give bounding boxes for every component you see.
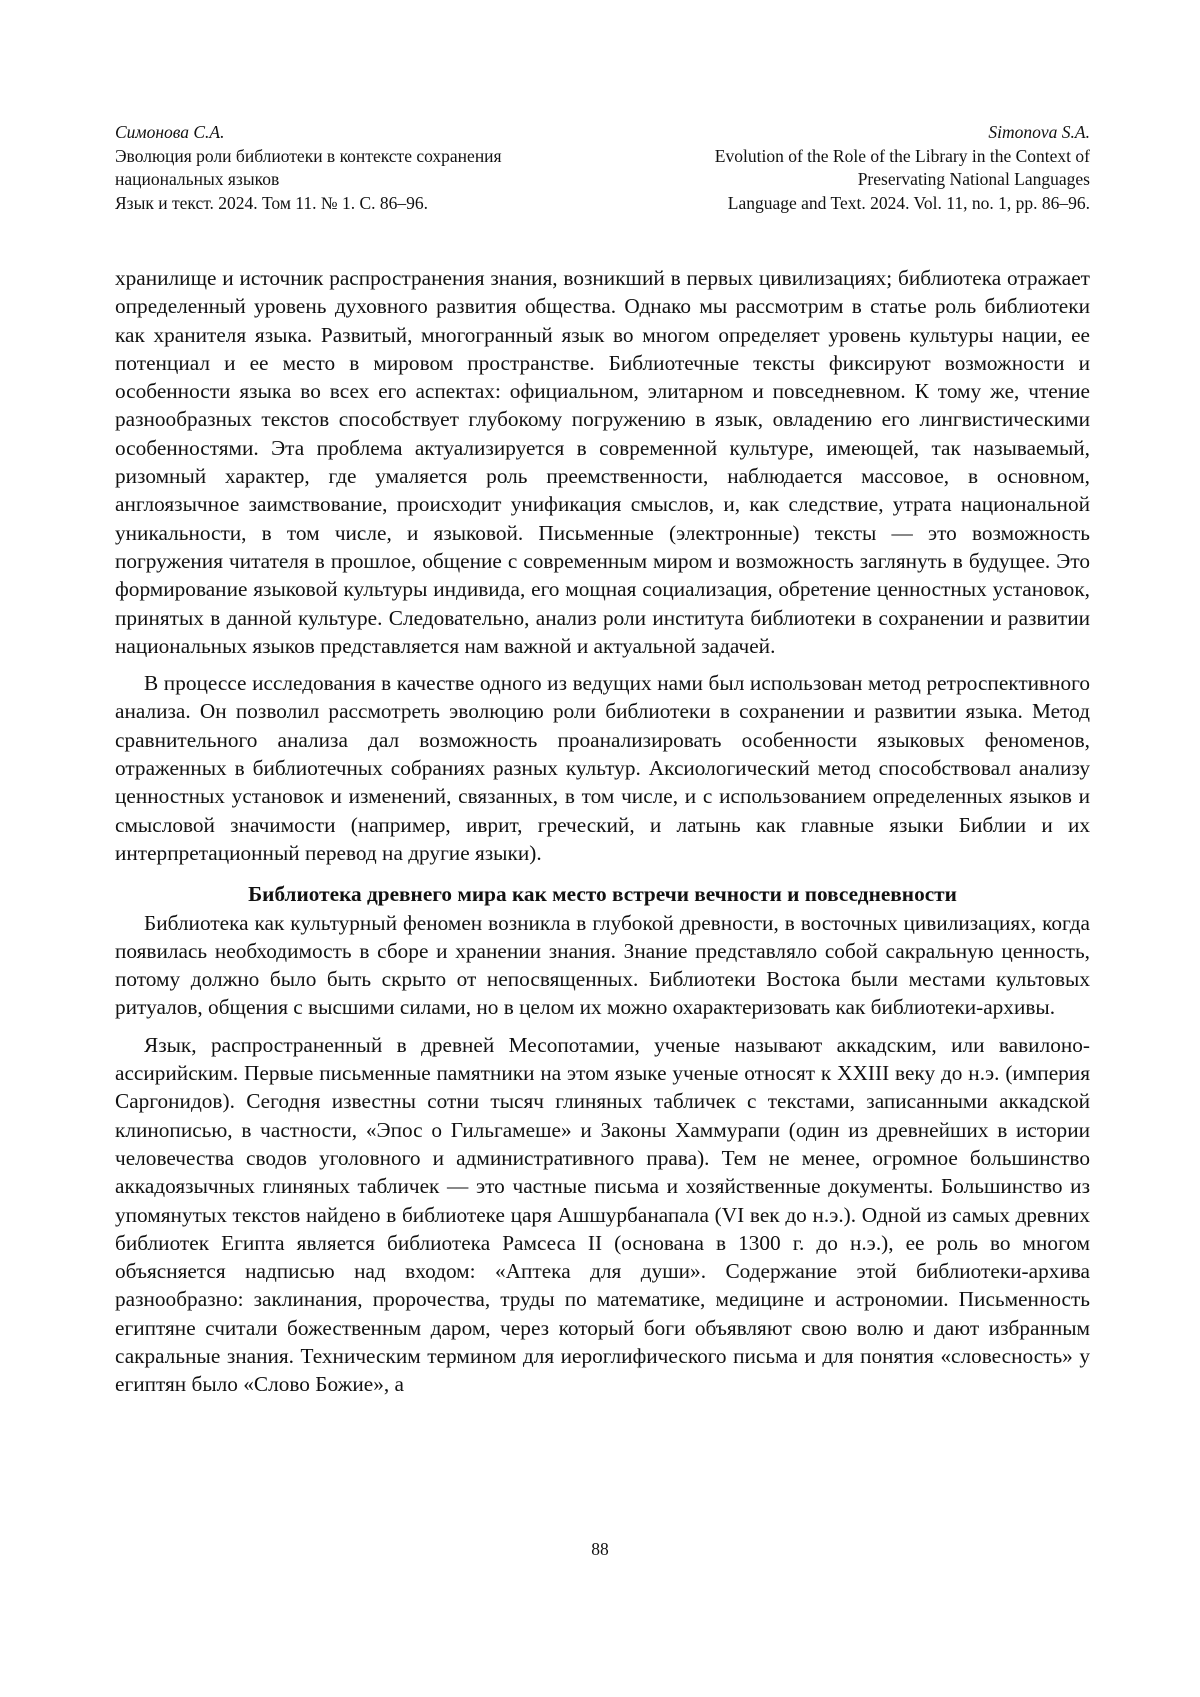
- header-citation-ru: Язык и текст. 2024. Том 11. № 1. С. 86–96.: [115, 192, 429, 213]
- paragraph-4: Язык, распространенный в древней Месопотамии, ученые называют аккадским, или вавилоно-ассирийским. Первые письменные памятники на этом языке ученые относят к XXIII веку до н.э. (империя Саргонидов). Сегодня известны сотни тысяч глиняных табличек с текстами, записанными аккадской клинописью, в частности, «Эпос о Гильгамеше» и Законы Хаммурапи (один из древнейших в истории человечества сводов уголовного и административного права). Тем не менее, огромное большинство аккадоязычных глиняных табличек — это частные письма и хозяйственные документы. Большинство из упомянутых текстов найдено в библиотеке царя Ашшурбанапала (VI век до н.э.). Одной из самых древних библиотек Египта является библиотека Рамсеса II (основана в 1300 г. до н.э.), ее роль во многом объясняется надписью над входом: «Аптека для души». Содержание этой библиотеки-архива разнообразно: заклинания, пророчества, труды по математике, медицине и астрономии. Письменность египтяне считали божественным даром, через который боги объявляют свою волю и дают избранным сакральные знания. Техническим термином для иероглифического письма и для понятия «словесность» у египтян было «Слово Божие», а: [115, 1032, 1090, 1397]
- article-body: [115, 264, 1090, 1408]
- header-title-ru-line1: Эволюция роли библиотеки в контексте сохранения: [115, 145, 502, 166]
- section-heading: Библиотека древнего мира как место встречи вечности и повседневности: [248, 882, 957, 907]
- paragraph-3: Библиотека как культурный феномен возникла в глубокой древности, в восточных цивилизациях, когда появилась необходимость в сборе и хранении знания. Знание представляло собой сакральную ценность, потому должно было быть скрыто от непосвященных. Библиотеки Востока были местами культовых ритуалов, общения с высшими силами, но в целом их можно охарактеризовать как библиотеки-архивы.: [115, 910, 1090, 1020]
- header-author-ru: Симонова С.А.: [115, 122, 225, 142]
- header-title-en-line2: Preservating National Languages: [857, 169, 1090, 189]
- header-author-en: Simonova S.A.: [988, 122, 1090, 142]
- running-header: [115, 121, 1090, 215]
- header-title-ru-line2: национальных языков: [115, 169, 280, 189]
- header-russian: [115, 121, 502, 215]
- page-number: 88: [591, 1539, 609, 1559]
- paragraph-2: В процессе исследования в качестве одного из ведущих нами был использован метод ретроспективного анализа. Он позволил рассмотреть эволюцию роли библиотеки в сохранении и развитии языка. Метод сравнительного анализа дал возможность проанализировать особенности языковых феноменов, отраженных в библиотечных собраниях разных культур. Аксиологический метод способствовал анализу ценностных установок и изменений, связанных, в том числе, и с использованием определенных языков и смысловой значимости (например, иврит, греческий, и латынь как главные языки Библии и их интерпретационный перевод на другие языки).: [115, 671, 1090, 865]
- header-citation-en: Language and Text. 2024. Vol. 11, no. 1, pp. 86–96.: [727, 192, 1090, 213]
- header-english: [715, 121, 1090, 215]
- header-title-en-line1: Evolution of the Role of the Library in the Context of: [714, 145, 1090, 166]
- paragraph-1: хранилище и источник распространения знания, возникший в первых цивилизациях; библиотека отражает определенный уровень духовного развития общества. Однако мы рассмотрим в статье роль библиотеки как хранителя языка. Развитый, многогранный язык во многом определяет уровень культуры нации, ее потенциал и ее место в мировом пространстве. Библиотечные тексты фиксируют возможности и особенности языка во всех его аспектах: официальном, элитарном и повседневном. К тому же, чтение разнообразных текстов способствует глубокому погружению в язык, овладению его лингвистическими особенностями. Эта проблема актуализируется в современной культуре, имеющей, так называемый, ризомный характер, где умаляется роль преемственности, наблюдается массовое, в основном, англоязычное заимствование, происходит унификация смыслов, и, как следствие, утрата национальной уникальности, в том числе, и языковой. Письменные (электронные) тексты — это возможность погружения читателя в прошлое, общение с современным миром и возможность заглянуть в будущее. Это формирование языковой культуры индивида, его мощная социализация, обретение ценностных установок, принятых в данной культуре. Следовательно, анализ роли института библиотеки в сохранении и развитии национальных языков представляется нам важной и актуальной задачей.: [115, 266, 1090, 658]
